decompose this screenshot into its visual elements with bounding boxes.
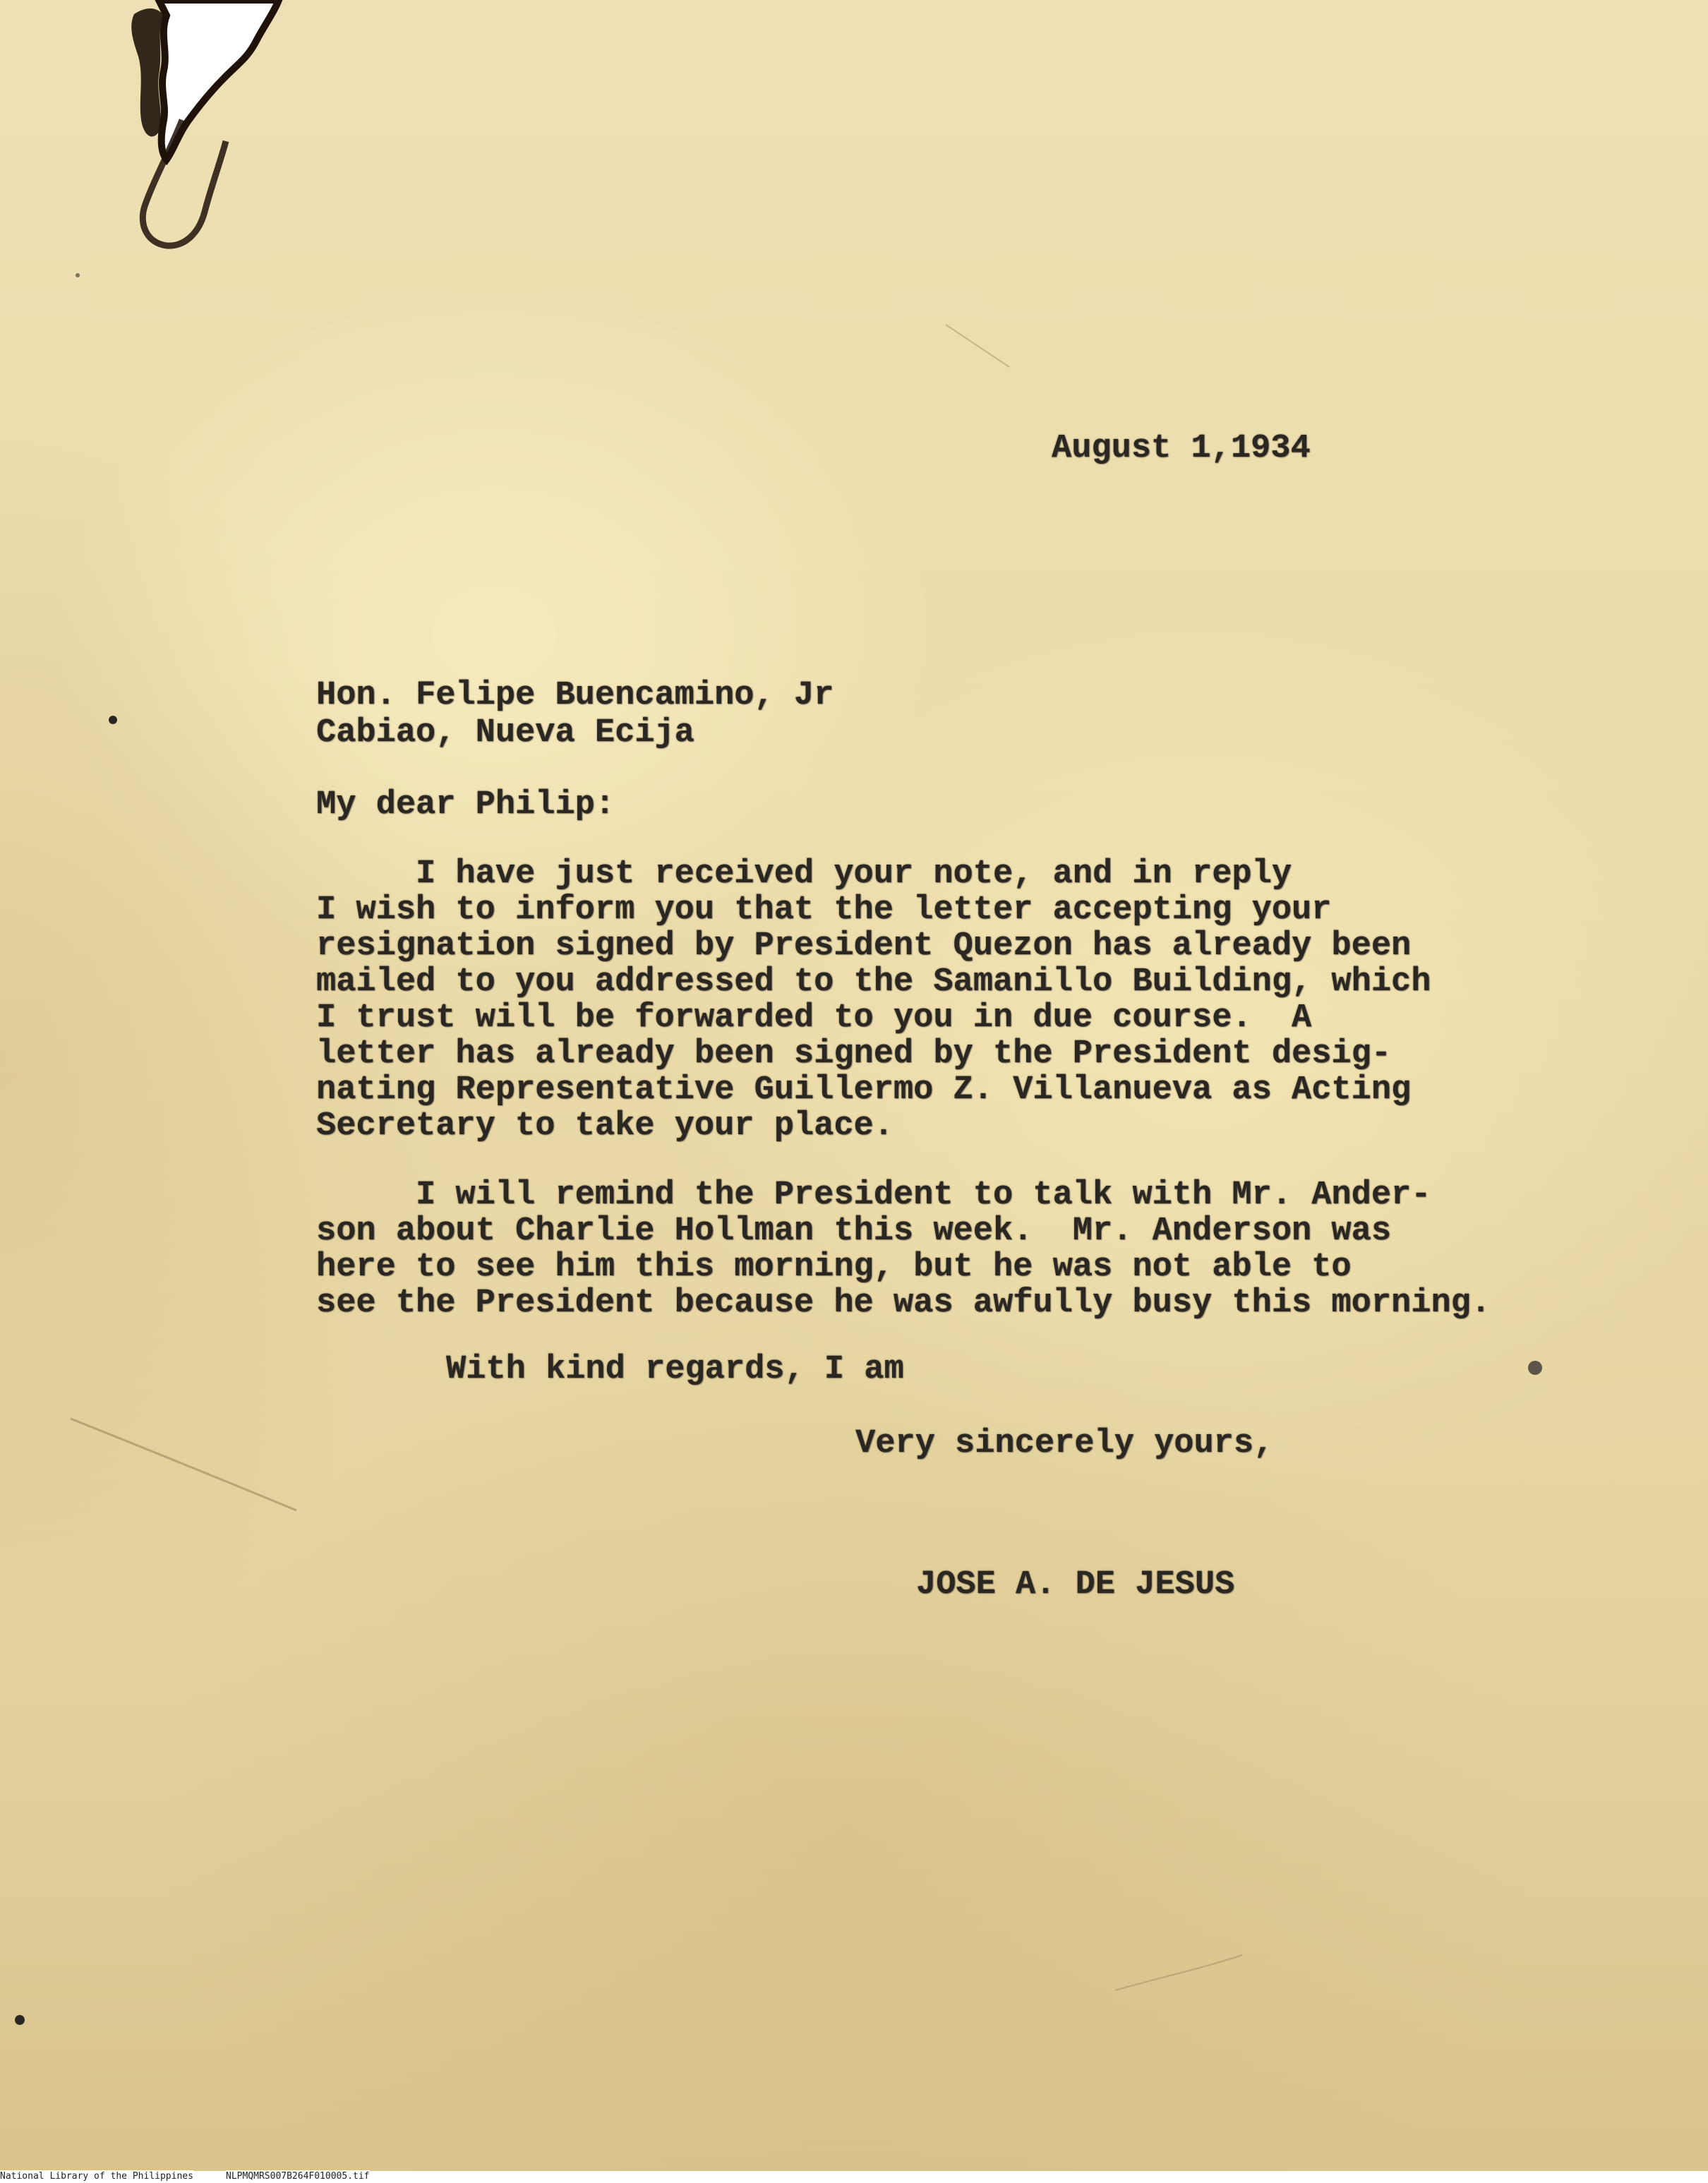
letter-date: August 1,1934 — [1052, 430, 1311, 467]
complimentary-close: Very sincerely yours, — [855, 1425, 1274, 1462]
salutation: My dear Philip: — [316, 786, 615, 824]
paragraph-line: I have just received your note, and in reply — [316, 855, 1292, 893]
paragraph-line: Secretary to take your place. — [316, 1107, 894, 1145]
recipient-name: Hon. Felipe Buencamino, Jr — [316, 677, 834, 714]
burn-mark — [131, 8, 164, 136]
closing-line: With kind regards, I am — [446, 1351, 904, 1388]
ink-speck — [76, 273, 80, 277]
paragraph-line: son about Charlie Hollman this week. Mr. Anderson was — [316, 1213, 1392, 1250]
paper-crease — [946, 325, 1009, 367]
ink-speck — [1528, 1361, 1542, 1375]
footer-file-name: NLPMQMRS007B264F010005.tif — [226, 2171, 370, 2182]
footer-institution: National Library of the Philippines — [0, 2171, 193, 2182]
paragraph-line: mailed to you addressed to the Samanillo Building, which — [316, 963, 1431, 1001]
paragraph-line: here to see him this morning, but he was not able to — [316, 1249, 1352, 1286]
signature-name: JOSE A. DE JESUS — [916, 1566, 1235, 1604]
ink-speck — [15, 2015, 25, 2025]
paragraph-line: letter has already been signed by the President desig- — [316, 1035, 1392, 1073]
paper-crease — [71, 1419, 296, 1510]
paper-clip-mark — [143, 120, 226, 246]
paragraph-line: I will remind the President to talk with Mr. Ander- — [316, 1177, 1431, 1214]
paragraph-line: I wish to inform you that the letter accepting your — [316, 891, 1332, 929]
paragraph-line: see the President because he was awfully busy this morning. — [316, 1285, 1491, 1322]
paragraph-line: nating Representative Guillermo Z. Villanueva as Acting — [316, 1071, 1412, 1109]
paragraph-line: I trust will be forwarded to you in due course. A — [316, 999, 1312, 1037]
paper-crease — [1115, 1955, 1242, 1990]
paragraph-line: resignation signed by President Quezon has already been — [316, 927, 1412, 965]
recipient-address: Cabiao, Nueva Ecija — [316, 714, 694, 752]
ink-speck — [109, 716, 117, 724]
